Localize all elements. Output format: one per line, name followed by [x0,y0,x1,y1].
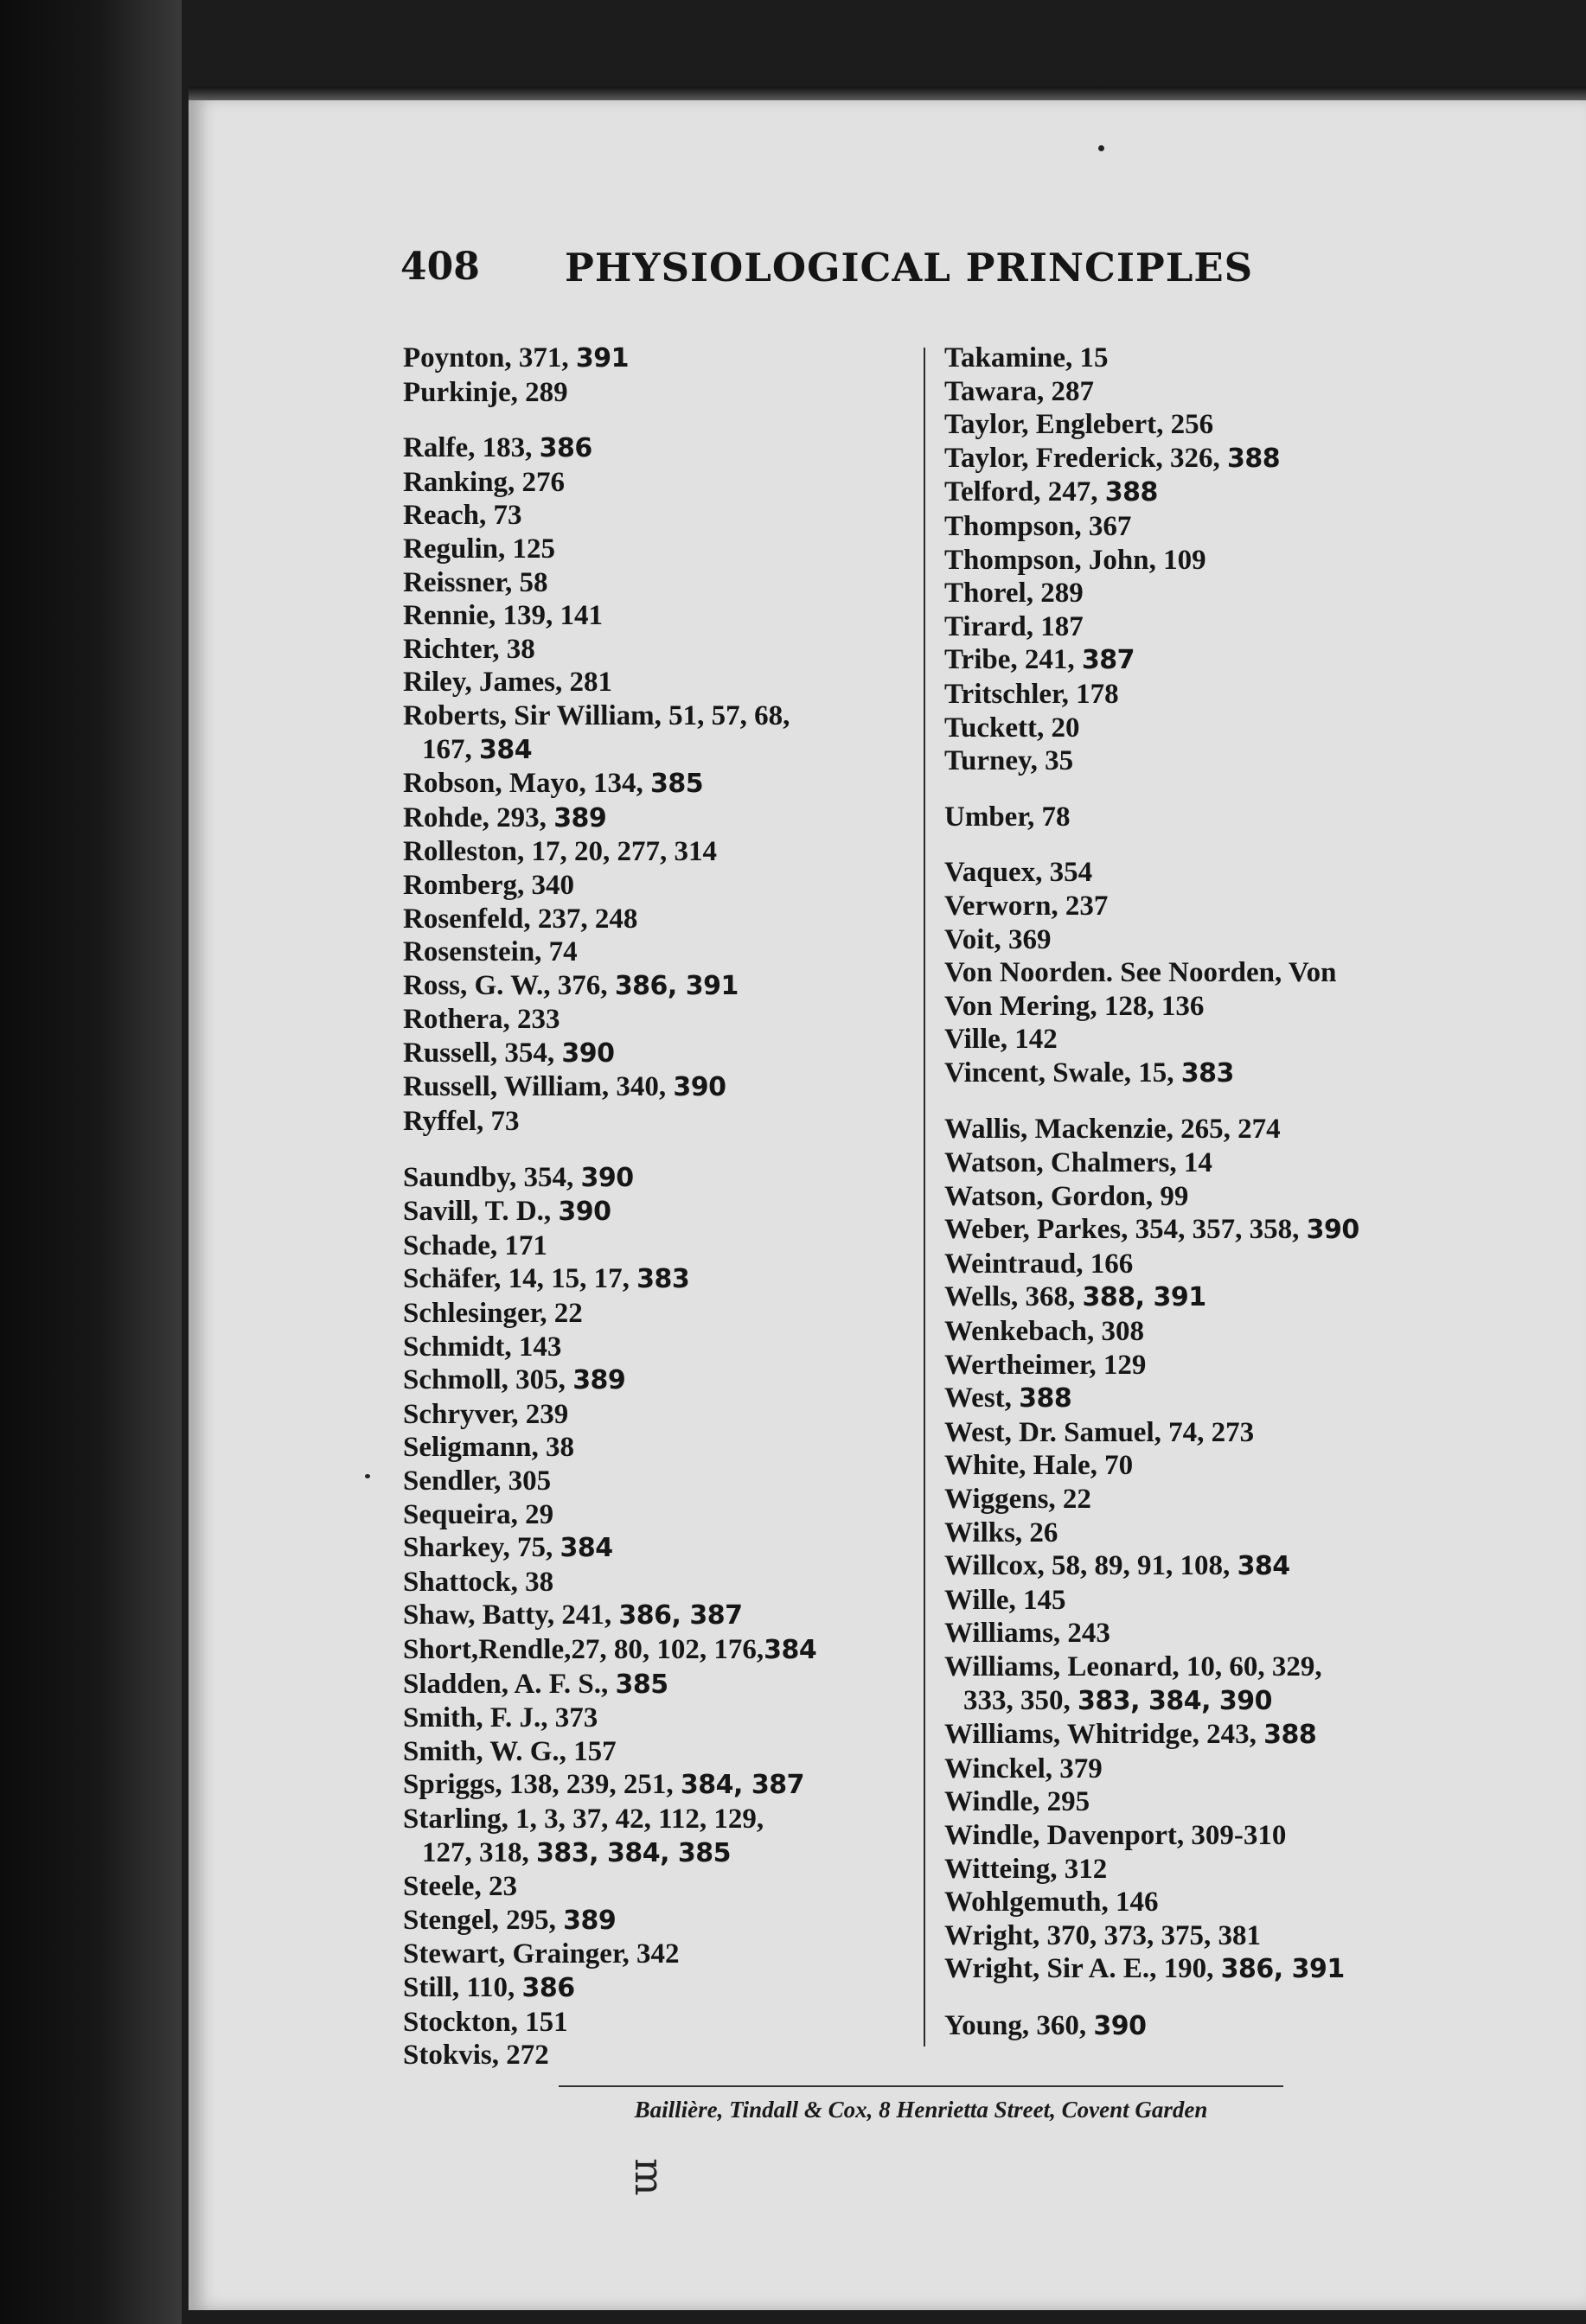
index-entry [403,1363,909,1398]
entry-text: Reach, 73 [403,500,522,532]
index-entry [403,1668,909,1702]
entry-text: Purkinje, 289 [403,376,568,408]
index-entry [403,699,909,733]
entry-text: Roberts, Sir William, 51, 57, 68, [403,699,790,731]
index-column-left [403,342,909,2072]
entry-heavy-pages: 389 [563,1905,617,1936]
index-entry [403,376,909,410]
entry-text: Ralfe, 183, [403,432,540,464]
entry-text: West, Dr. Samuel, 74, 273 [944,1416,1255,1448]
index-entry [403,1465,909,1498]
entry-text: Sendler, 305 [403,1465,552,1497]
index-entry [403,499,909,533]
entry-text: Thompson, 367 [944,510,1132,542]
index-entry-continuation [944,1684,1463,1719]
entry-text: Schmoll, 305, [403,1364,573,1396]
index-entry [944,1248,1463,1281]
entry-text: Smith, W. G., 157 [403,1735,617,1767]
entry-text: Weber, Parkes, 354, 357, 358, [944,1214,1307,1246]
index-entry [944,1819,1463,1853]
index-entry [403,869,909,903]
index-entry [403,342,909,376]
entry-heavy-pages: 390 [558,1197,611,1228]
entry-heavy-pages: 384 [560,1533,613,1564]
index-entry [944,1753,1463,1786]
index-entry [944,890,1463,923]
entry-text: Reissner, 58 [403,566,548,598]
index-entry [944,577,1463,610]
index-entry [944,744,1463,778]
index-entry [403,1229,909,1263]
index-entry [403,1003,909,1037]
index-entry [403,1398,909,1432]
entry-gap [403,409,909,431]
entry-text: Shaw, Batty, 241, [403,1599,619,1631]
entry-text: Sharkey, 75, [403,1532,560,1564]
index-entry [403,903,909,936]
index-entry [403,1531,909,1566]
index-entry [944,610,1463,644]
entry-text: Russell, 354, [403,1037,562,1069]
index-entry [403,1768,909,1803]
entry-text: Tribe, 241, [944,644,1082,676]
entry-text: Umber, 78 [944,801,1071,833]
entry-heavy-pages: 387 [1081,645,1135,676]
index-entry [403,1498,909,1532]
index-entry [403,801,909,836]
entry-text: Wright, 370, 373, 375, 381 [944,1919,1262,1951]
index-entry [944,1057,1463,1091]
entry-text: Ross, G. W., 376, [403,969,615,1001]
entry-text: Wells, 368, [944,1281,1083,1313]
entry-text: Poynton, 371, [403,342,576,374]
entry-text: Starling, 1, 3, 37, 42, 112, 129, [403,1803,764,1835]
entry-text: Rosenstein, 74 [403,936,578,968]
entry-text: Wallis, Mackenzie, 265, 274 [944,1114,1281,1146]
entry-heavy-pages: 390 [673,1072,726,1103]
entry-heavy-pages: 384, 387 [680,1770,804,1801]
entry-text: Schlesinger, 22 [403,1298,583,1330]
entry-heavy-pages: 388 [1104,477,1158,508]
entry-text: Vaquex, 354 [944,857,1093,889]
index-entry [403,599,909,633]
publisher-imprint: Baillière, Tindall & Cox, 8 Henrietta Street, Covent Garden [634,2097,1208,2123]
entry-text: Tritschler, 178 [944,678,1119,710]
entry-heavy-pages: 386, 391 [614,970,739,1001]
entry-heavy-pages: 389 [553,802,607,833]
index-entry [944,956,1463,990]
index-entry [403,1161,909,1196]
entry-heavy-pages: 383 [636,1264,690,1295]
entry-text: Still, 110, [403,1971,522,2003]
entry-heavy-pages: 386, 387 [618,1600,743,1631]
entry-text: Ryffel, 73 [403,1106,520,1138]
index-entry [944,1213,1463,1248]
entry-text: Sladden, A. F. S., [403,1668,616,1700]
index-entry [944,1349,1463,1382]
entry-heavy-pages: 385 [615,1669,668,1700]
index-entry [403,1904,909,1938]
entry-text: Williams, 243 [944,1618,1110,1650]
entry-text: 167, [422,733,479,765]
entry-text: Williams, Whitridge, 243, [944,1719,1264,1751]
index-entry [944,1146,1463,1180]
entry-text: Watson, Gordon, 99 [944,1180,1189,1212]
entry-heavy-pages: 390 [1306,1215,1359,1246]
index-entry [403,767,909,801]
entry-text: White, Hale, 70 [944,1450,1134,1482]
entry-text: Williams, Leonard, 10, 60, 329, [944,1650,1322,1682]
entry-text: Robson, Mayo, 134, [403,768,651,800]
index-entry [403,935,909,969]
index-entry [944,712,1463,745]
dust-speck [365,1474,370,1478]
entry-text: Regulin, 125 [403,533,556,565]
entry-text: Taylor, Frederick, 326, [944,442,1227,474]
entry-heavy-pages: 383 [1180,1057,1234,1089]
entry-heavy-pages: 388 [1226,443,1281,474]
entry-heavy-pages: 386, 391 [1220,1954,1345,1985]
entry-text: West, [944,1382,1020,1414]
dust-speck [1098,145,1104,151]
index-entry [944,544,1463,578]
index-entry [403,2039,909,2072]
entry-text: 333, 350, [963,1684,1078,1716]
index-entry [944,1483,1463,1516]
index-entry [944,476,1463,510]
entry-text: Vincent, Swale, 15, [944,1057,1181,1089]
index-entry [944,1584,1463,1618]
index-column-right [944,342,1463,2044]
entry-gap [944,1090,1463,1113]
entry-text: Short,Rendle,27, 80, 102, 176, [403,1633,764,1665]
index-entry [944,1650,1463,1684]
index-entry [944,678,1463,712]
entry-text: Wright, Sir A. E., 190, [944,1953,1221,1985]
entry-text: Watson, Chalmers, 14 [944,1147,1212,1179]
page-header [400,245,1274,297]
index-entry [403,666,909,699]
entry-text: Romberg, 340 [403,869,574,901]
index-entry [403,1633,909,1668]
entry-text: Schäfer, 14, 15, 17, [403,1263,637,1295]
entry-text: Ville, 142 [944,1024,1058,1056]
entry-text: Schmidt, 143 [403,1331,562,1363]
entry-heavy-pages: 385 [650,769,704,800]
entry-text: 127, 318, [422,1836,536,1868]
entry-text: Stockton, 151 [403,2006,568,2038]
entry-text: Young, 360, [944,2009,1094,2041]
entry-heavy-pages: 384 [764,1634,817,1665]
page-number: 408 [400,245,480,289]
index-entry [944,1113,1463,1146]
entry-text: Ranking, 276 [403,466,566,498]
entry-heavy-pages: 386 [521,1972,575,2003]
entry-heavy-pages: 390 [580,1162,634,1193]
entry-text: Rosenfeld, 237, 248 [403,903,638,935]
entry-text: Richter, 38 [403,633,535,665]
entry-text: Weintraud, 166 [944,1248,1134,1280]
index-entry [944,856,1463,890]
entry-heavy-pages: 390 [1093,2010,1147,2041]
index-entry [403,1105,909,1139]
entry-text: Tawara, 287 [944,375,1094,407]
entry-text: Turney, 35 [944,745,1074,777]
index-entry [944,1315,1463,1349]
entry-text: Wilks, 26 [944,1516,1058,1548]
entry-heavy-pages: 384 [1237,1551,1290,1582]
entry-text: Witteing, 312 [944,1853,1108,1885]
index-entry [403,633,909,667]
index-entry [403,1331,909,1364]
entry-text: Spriggs, 138, 239, 251, [403,1769,681,1801]
entry-text: Taylor, Englebert, 256 [944,409,1214,441]
index-entry [944,923,1463,957]
index-entry [944,1617,1463,1650]
entry-text: Wenkebach, 308 [944,1316,1145,1348]
index-entry [403,1803,909,1836]
entry-text: Stewart, Grainger, 342 [403,1938,680,1970]
index-entry [944,990,1463,1024]
index-entry-continuation [403,1836,909,1871]
index-entry [403,1938,909,1971]
entry-text: Willcox, 58, 89, 91, 108, [944,1550,1237,1582]
entry-gap [944,833,1463,856]
index-entry-continuation [403,733,909,768]
entry-text: Saundby, 354, [403,1161,581,1193]
entry-text: Schryver, 239 [403,1398,569,1430]
index-entry [944,1023,1463,1057]
entry-text: Smith, F. J., 373 [403,1702,598,1734]
column-divider [924,348,925,2046]
index-entry [944,643,1463,678]
index-entry [403,2006,909,2040]
entry-text: Telford, 247, [944,476,1105,508]
entry-text: Steele, 23 [403,1871,517,1903]
index-entry [403,835,909,869]
index-entry [944,1718,1463,1753]
index-entry [944,1516,1463,1550]
entry-text: Wiggens, 22 [944,1484,1091,1515]
index-entry [944,1853,1463,1887]
entry-text: Von Mering, 128, 136 [944,990,1205,1022]
index-entry [944,1785,1463,1819]
entry-text: Wertheimer, 129 [944,1349,1147,1381]
entry-text: Rolleston, 17, 20, 277, 314 [403,836,717,868]
binding-shadow [0,0,182,2324]
index-entry [403,1566,909,1599]
entry-text: Windle, Davenport, 309-310 [944,1819,1287,1851]
index-entry [944,1180,1463,1214]
entry-text: Winckel, 379 [944,1753,1103,1784]
index-entry [403,466,909,500]
entry-heavy-pages: 388 [1019,1383,1072,1414]
index-entry [403,1702,909,1735]
entry-text: Riley, James, 281 [403,667,612,699]
index-entry [944,1449,1463,1483]
index-entry [944,1280,1463,1315]
entry-text: Takamine, 15 [944,342,1109,374]
entry-text: Windle, 295 [944,1786,1090,1818]
index-entry [944,801,1463,834]
index-entry [403,1431,909,1465]
entry-text: Tirard, 187 [944,610,1084,642]
handwritten-mark: ᴟ [633,2149,660,2196]
entry-gap [944,1987,1463,2009]
entry-text: Voit, 369 [944,923,1052,955]
entry-heavy-pages: 388, 391 [1082,1282,1206,1313]
index-entry [403,1971,909,2006]
index-entry [403,1599,909,1633]
entry-text: Von Noorden. See Noorden, Von [944,957,1337,989]
entry-text: Wille, 145 [944,1584,1066,1616]
index-entry [403,1195,909,1229]
index-entry [944,1549,1463,1584]
entry-text: Wohlgemuth, 146 [944,1887,1159,1919]
index-entry [944,408,1463,442]
entry-text: Rothera, 233 [403,1004,560,1036]
index-entry [944,442,1463,476]
entry-heavy-pages: 391 [575,343,629,374]
running-title: PHYSIOLOGICAL PRINCIPLES [565,245,1254,290]
index-entry [944,1416,1463,1450]
entry-text: Savill, T. D., [403,1196,559,1228]
index-entry [403,431,909,466]
entry-text: Shattock, 38 [403,1566,554,1598]
entry-text: Tuckett, 20 [944,712,1080,744]
entry-heavy-pages: 383, 384, 390 [1078,1685,1273,1716]
entry-text: Stokvis, 272 [403,2040,549,2072]
index-entry [403,566,909,600]
entry-text: Seligmann, 38 [403,1432,575,1464]
index-entry [403,1870,909,1904]
entry-heavy-pages: 384 [479,734,533,765]
index-entry [944,1919,1463,1953]
entry-heavy-pages: 386 [539,433,592,464]
entry-text: Rennie, 139, 141 [403,600,603,632]
entry-text: Sequeira, 29 [403,1498,554,1530]
index-entry [944,375,1463,409]
entry-heavy-pages: 389 [572,1365,626,1396]
index-entry [403,969,909,1004]
entry-heavy-pages: 388 [1263,1720,1317,1751]
index-entry [403,533,909,566]
index-entry [403,1262,909,1297]
entry-text: Thorel, 289 [944,578,1084,610]
index-entry [944,1952,1463,1987]
index-entry [403,1297,909,1331]
index-entry [403,1070,909,1105]
index-entry [944,342,1463,375]
page-top-edge [189,86,1586,100]
entry-text: Stengel, 295, [403,1904,564,1936]
index-entry [403,1037,909,1071]
entry-gap [944,778,1463,801]
index-entry [944,2009,1463,2044]
entry-text: Verworn, 237 [944,890,1109,922]
index-entry [944,1382,1463,1416]
index-entry [944,1886,1463,1919]
entry-text: Rohde, 293, [403,801,554,833]
footer-rule [559,2085,1283,2087]
index-entry [944,510,1463,544]
entry-text: Thompson, John, 109 [944,544,1206,576]
entry-heavy-pages: 390 [561,1038,615,1069]
index-entry [403,1735,909,1769]
entry-text: Schade, 171 [403,1229,547,1261]
entry-heavy-pages: 383, 384, 385 [536,1837,732,1868]
entry-gap [403,1139,909,1161]
entry-text: Russell, William, 340, [403,1071,674,1103]
